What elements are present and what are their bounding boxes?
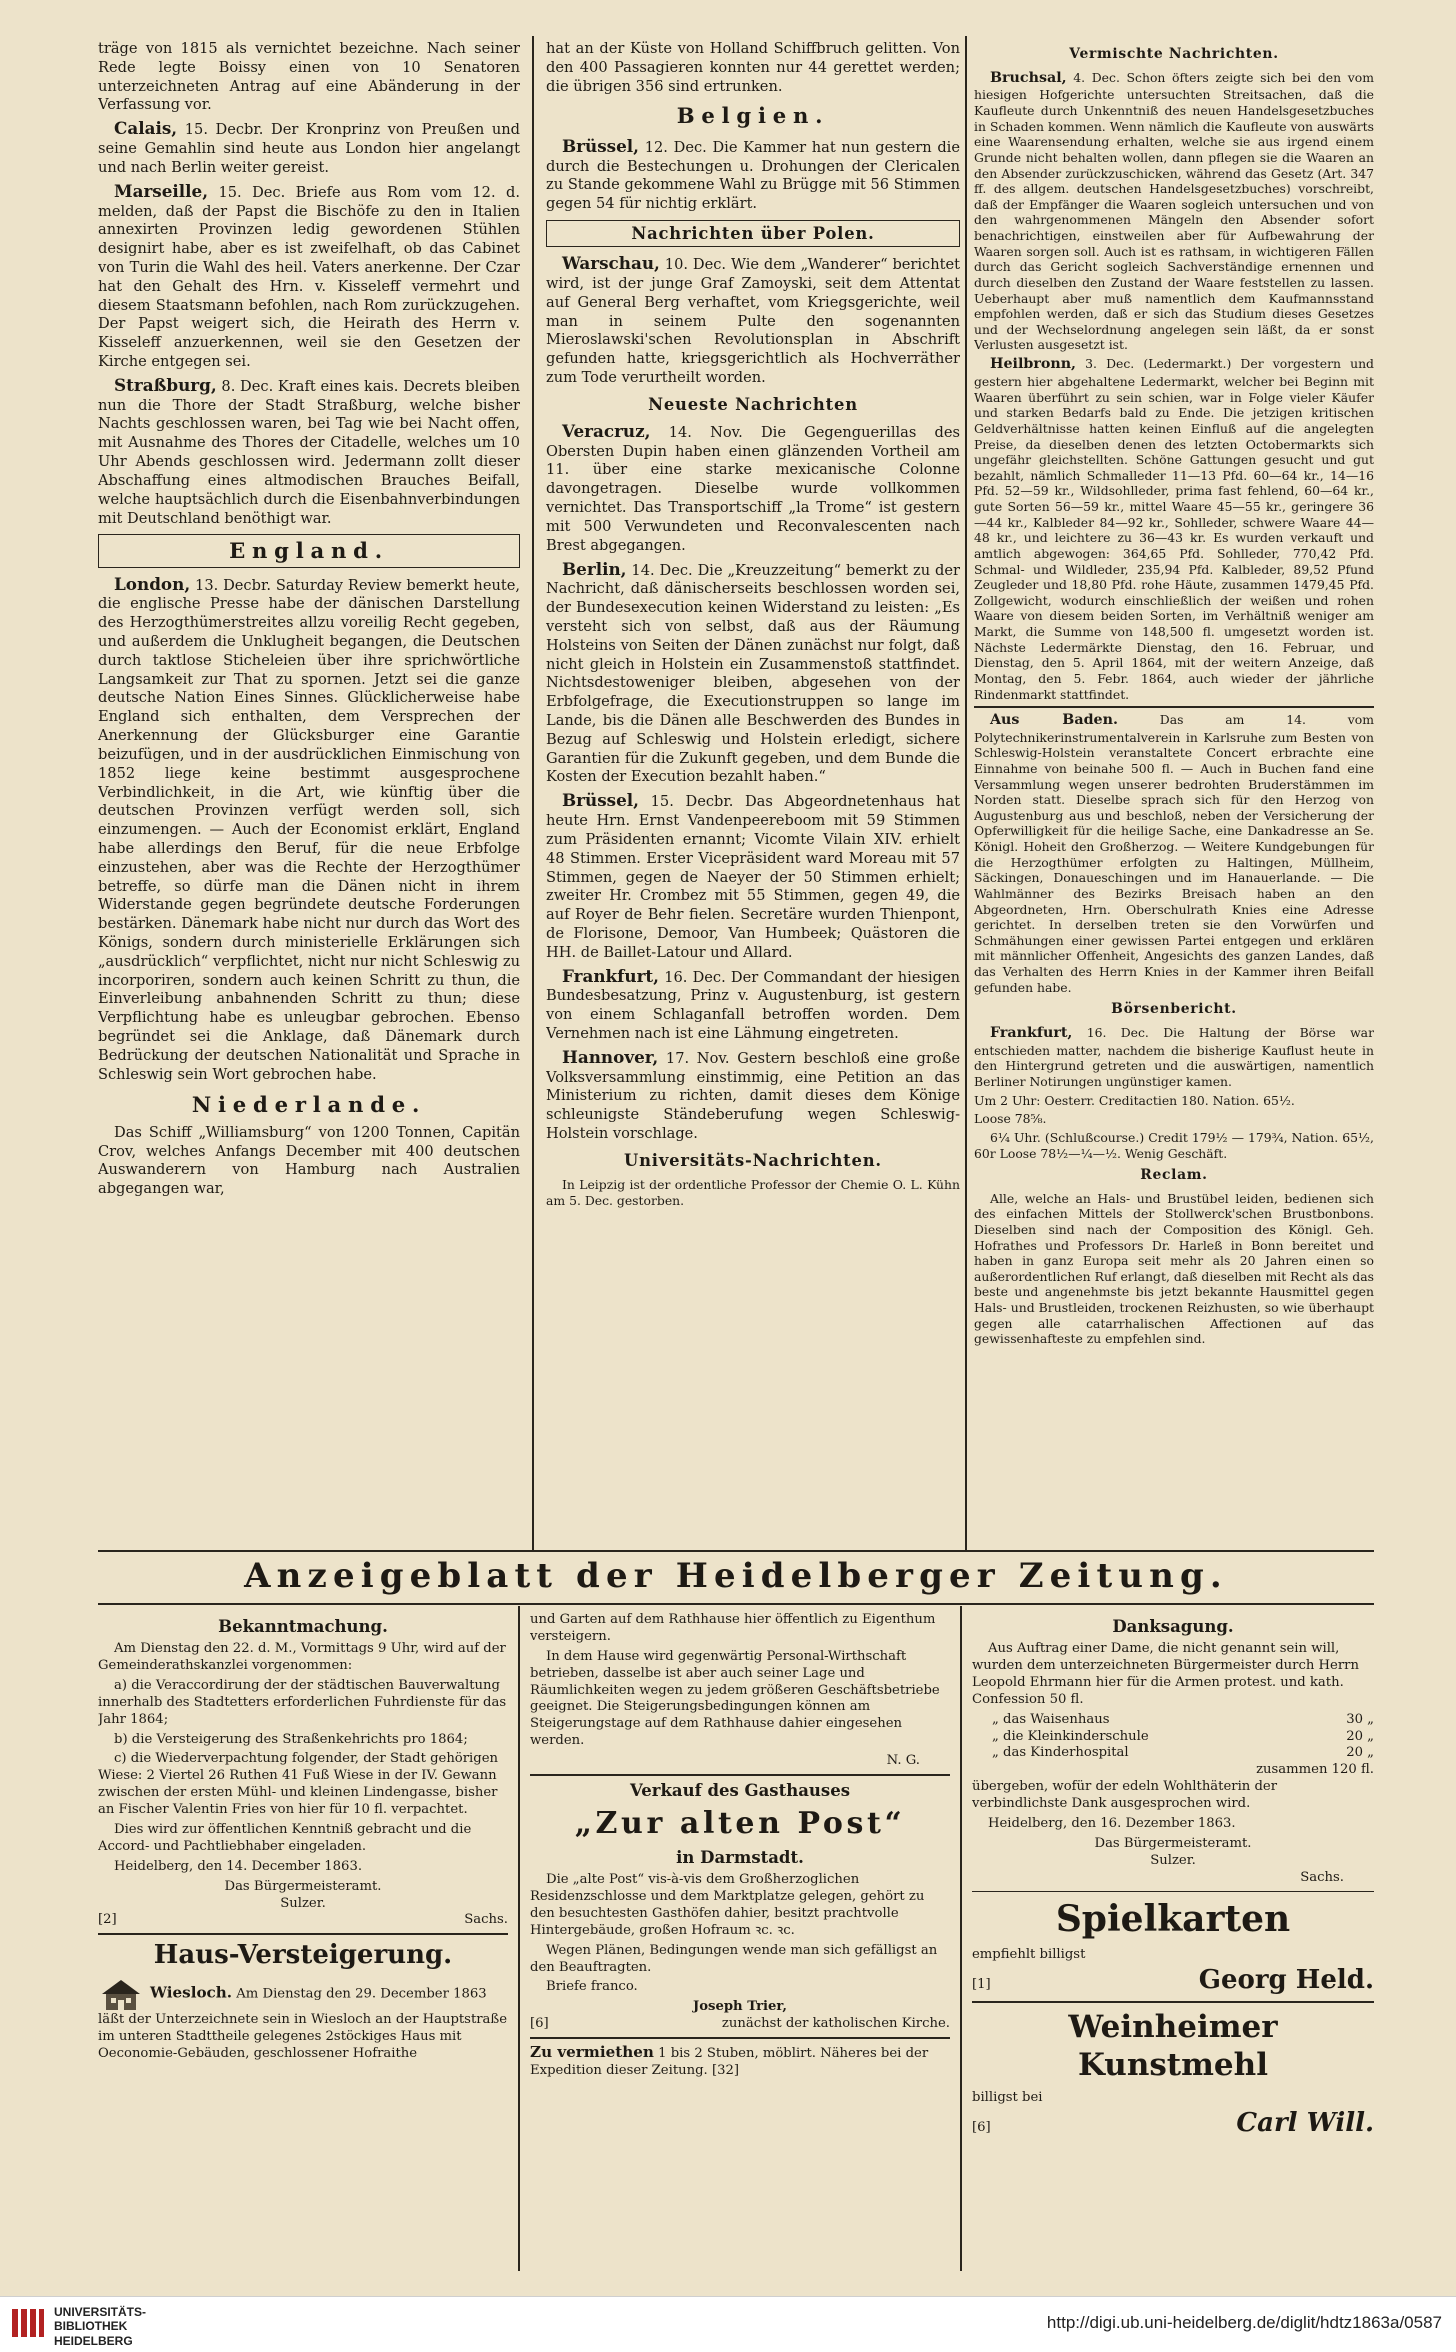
donation-row <box>972 1745 1374 1762</box>
article-text: 14. Nov. Die Gegenguerillas des Obersten Dupin haben einen glänzenden Vortheil am 11. über eine starke mexicanische Colonne davongetragen. Dieselbe wurde vollkommen vernichtet. Das Transportschiff „la Trome“ ist gestern mit 500 Verwundeten und Reconvalescenten nach Brest abgegangen. <box>546 423 960 554</box>
ad-column-rule <box>518 1606 520 2271</box>
article <box>546 253 960 388</box>
house-icon <box>98 1976 144 2012</box>
ad-text: Aus Auftrag einer Dame, die nicht genannt sein will, wurden dem unterzeichneten Bürgermeister durch Herrn Leopold Ehrmann hier für die Armen protest. und kath. Confession 50 fl. <box>972 1641 1359 1707</box>
ad-subtitle: in Darmstadt. <box>676 1848 804 1868</box>
logo-line: UNIVERSITÄTS- <box>54 2305 147 2319</box>
ad-subtitle: empfiehlt billigst <box>972 1947 1086 1963</box>
ad-title: Verkauf des Gasthauses <box>630 1780 850 1800</box>
dateline: Marseille, <box>114 180 209 201</box>
ad-signature: zunächst der katholischen Kirche. <box>721 2016 950 2032</box>
ad-title: Bekanntmachung. <box>218 1617 388 1636</box>
ad-text: Briefe franco. <box>546 1979 638 1995</box>
ad-text: In dem Hause wird gegenwärtig Personal-Wirthschaft betrieben, dasselbe ist aber auch seiner Lage und Räumlichkeiten wegen zu jedem größeren Geschäftsbetriebe geeignet. Die Steigerungsbedingungen können am Steigerungstage auf dem Rathhause dahier eingesehen werden. <box>530 1648 940 1749</box>
donation-total: zusammen 120 fl. <box>1256 1762 1374 1778</box>
article-text: 12. Dec. Die Kammer hat nun gestern die durch die Bestechungen u. Drohungen der Clericalen zu Stande gekommene Wahl zu Brügge mit 56 Stimmen gegen 54 für nichtig erklärt. <box>546 138 960 213</box>
ad-headline: Weinheimer Kunstmehl <box>1068 2009 1278 2083</box>
dateline: Bruchsal, <box>990 69 1067 86</box>
article <box>546 559 960 788</box>
dateline: Wiesloch. <box>150 1983 233 2002</box>
ad-headline: Spielkarten <box>1055 1898 1291 1941</box>
ad-text: Am Dienstag den 29. December 1863 läßt der Unterzeichnete sein in Wiesloch an der Hauptstraße im unteren Stadttheile gelegenes 2stöckiges Haus mit Oeconomie-Gebäuden, geschlossener Hofraithe <box>98 1986 508 2061</box>
ad-merchant: Carl Will. <box>1236 2107 1374 2138</box>
ad-column-1 <box>98 1612 508 2262</box>
ad-text: Die „alte Post“ vis-à-vis dem Großherzoglichen Residenzschlosse und dem Marktplatze gelegen, gehört zu den besuchtesten Gasthöfen dahier, besitzt prachtvolle Hintergebäude, großen Hofraum ꝛc. ꝛc. <box>530 1872 925 1938</box>
ad-text: Dies wird zur öffentlichen Kenntniß gebracht und die Accord- und Pachtliebhaber eingeladen. <box>98 1822 472 1854</box>
dateline: Berlin, <box>562 558 627 579</box>
ad-footer-row <box>972 1964 1374 1997</box>
article <box>98 118 520 177</box>
article-text: 17. Nov. Gestern beschloß eine große Volksversammlung einstimmig, eine Petition an das Ministerium zu richten, damit dieses dem Könige schleunigste Ständeberufung wegen Schleswig-Holstein vorschlage. <box>546 1049 960 1143</box>
quote-line: 6¼ Uhr. (Schlußcourse.) Credit 179½ — 179¾, Nation. 65½, 60r Loose 78½—¼—½. Wenig Geschäft. <box>974 1129 1374 1161</box>
ad-column-rule <box>960 1606 962 2271</box>
dateline: Brüssel, <box>562 135 640 156</box>
dateline: London, <box>114 573 191 594</box>
article-text: 10. Dec. Wie dem „Wanderer“ berichtet wird, ist der junge Graf Zamoyski, seit dem Attentat auf General Berg verhaftet, vom Kriegsgerichte, weil man in seinem Pulte den sogenannten Mieroslawski'schen Revolutionsplan in Abschrift gefunden hatte, kriegsgerichtlich als Hochverräther zum Tode verurtheilt worden. <box>546 256 960 386</box>
section-heading: Niederlande. <box>191 1091 427 1117</box>
section-heading: Neueste Nachrichten <box>648 394 858 414</box>
article-text: Das Schiff „Williamsburg“ von 1200 Tonnen, Capitän Crov, welches Anfangs December mit 400 deutschen Auswanderern von Hamburg nach Australien abgegangen war, <box>98 1123 520 1198</box>
rule <box>974 706 1374 708</box>
ad-column-2 <box>530 1612 950 2262</box>
article <box>546 790 960 962</box>
article <box>546 1047 960 1144</box>
dateline: Frankfurt, <box>562 965 660 986</box>
article <box>98 181 520 372</box>
logo-line: BIBLIOTHEK <box>54 2319 128 2334</box>
ad-text: a) die Veraccordirung der der städtischen Bauverwaltung innerhalb des Stadtetters erforderlichen Fuhrdienste für das Jahr 1864; <box>98 1677 507 1727</box>
ad-text: und Garten auf dem Rathhause hier öffentlich zu Eigenthum versteigern. <box>530 1612 936 1644</box>
ad-signature: Sachs. <box>464 1912 508 1928</box>
section-heading: Universitäts-Nachrichten. <box>624 1150 882 1170</box>
ad-signature: Sulzer. <box>280 1895 326 1911</box>
article <box>974 70 1374 354</box>
ad-office: Das Bürgermeisteramt. <box>1094 1835 1252 1851</box>
ad-date: Heidelberg, den 14. December 1863. <box>114 1858 363 1874</box>
viewer-footer <box>0 2296 1456 2352</box>
article-text: hat an der Küste von Holland Schiffbruch gelitten. Von den 400 Passagieren konnten nur 44 gerettet werden; die übrigen 356 sind ertrunken. <box>546 40 960 95</box>
article-text: 13. Decbr. Saturday Review bemerkt heute, die englische Presse habe der dänischen Darstellung des Herzogthümerstreites allzu voreilig Recht gegeben, und außerdem die Unklugheit begangen, die Deutschen durch taktlose Sticheleien über ihre sprichwörtliche Langsamkeit zur That zu spornen. Jetzt sei die ganze deutsche Nation Eines Sinnes. Glücklicherweise habe England sich enthalten, dem Versprechen der Anerkennung der Glücksburger eine Garantie beizufügen, und in der ausdrücklichen Einmischung von 1852 liege keine bestimmt ausgesprochene Verbindlichkeit, in die Art, wie künftig über die deutschen Provinzen verfügt werden soll, sich einzumengen. — Auch der Economist erklärt, England habe allerdings den Beruf, für die neue Erbfolge einzustehen, aber was die Rechte der Herzogthümer betreffe, so dürfe man die Dänen nicht in ihrem Widerstande gegen begründete deutsche Forderungen bestärken. Dänemark habe nicht nur durch das Wort des Königs, sondern durch ministerielle Erklärungen sich „ausdrücklich“ verpflichtet, nicht nur nicht Schleswig zu incorporiren, sondern auch keinen Schritt zu thun, die Einverleibung anbahnenden Schritt zu thun; diese Verpflichtung habe es unleugbar gebrochen. Ebenso begründet sei die Anklage, daß Dänemark durch Bedrückung der deutschen Nationalität und Sprache in Schleswig sein Wort gebrochen habe. <box>98 576 520 1083</box>
section-rule <box>98 1603 1374 1605</box>
ad-date: Heidelberg, den 16. Dezember 1863. <box>988 1816 1236 1832</box>
ad-text: übergeben, wofür der edeln Wohlthäterin der verbindlichste Dank ausgesprochen wird. <box>972 1779 1278 1812</box>
ad-text: Wegen Plänen, Bedingungen wende man sich gefälligst an den Beauftragten. <box>530 1942 938 1975</box>
ad-footer-row <box>972 2107 1374 2140</box>
ad-title: Haus-Versteigerung. <box>153 1939 453 1970</box>
article-text: 16. Dec. Die Haltung der Börse war entschieden matter, nachdem die bisherige Kauflust heute in den Hintergrund getreten und die auswärtigen, namentlich Berliner Notirungen ungünstiger kamen. <box>974 1024 1374 1089</box>
donation-value: 20 „ <box>1346 1745 1374 1761</box>
article <box>546 421 960 556</box>
article-text: Alle, welche an Hals- und Brustübel leiden, bedienen sich des einfachen Mittels der Stollwerck'schen Brustbonbons. Dieselben sind nach der Composition des Königl. Geh. Hofrathes und Professors Dr. Harleß in Bonn bereitet und haben in ganz Europa seit mehr als 20 Jahren einen so außerordentlichen Ruf erlangt, daß dieselben mit Recht als das beste und angenehmste bis jetzt bekannte Hausmittel gegen Hals- und Brustleiden, trockenen Reizhusten, so wie überhaupt gegen alle catarrhalischen Affectionen auf das gewissenhafteste zu empfehlen sind. <box>974 1190 1374 1347</box>
donation-value: 20 „ <box>1346 1728 1374 1744</box>
article-text: 15. Dec. Briefe aus Rom vom 12. d. melden, daß der Papst die Bischöfe zu den in Italien annexirten Provinzen ledig gewordenen Stühlen designirt habe, aber es ist zweifelhaft, ob das Cabinet von Turin die Wahl des heil. Vaters anerkenne. Der Czar hat den Gehalt des Hrn. v. Kisseleff vermehrt und diesem Staatsmann befohlen, nach Rom zurückzugehen. Der Papst weigert sich, die Heirath des Herrn v. Kisseleff anzuerkennen, weil sie den Gesetzen der Kirche entgegen sei. <box>98 183 520 370</box>
section-heading: Vermischte Nachrichten. <box>1069 46 1279 62</box>
article-text: In Leipzig ist der ordentliche Professor der Chemie O. L. Kühn am 5. Dec. gestorben. <box>546 1177 960 1209</box>
rule <box>530 2037 950 2039</box>
section-heading: England. <box>98 534 520 567</box>
ad-signature: Joseph Trier, <box>692 1999 788 2015</box>
dateline: Warschau, <box>562 253 660 274</box>
ad-signature: Sulzer. <box>1150 1852 1196 1868</box>
ad-text: c) die Wiederverpachtung folgender, der Stadt gehörigen Wiese: 2 Viertel 26 Ruthen 41 Fuß Wiese in der IV. Gewann zwischen der ersten Mühl- und kleinen Lindengasse, bisher an Fischer Valentin Fries von hier für 10 fl. verpachtet. <box>98 1751 499 1818</box>
ad-headline: „Zur alten Post“ <box>574 1805 906 1841</box>
article-text: 15. Decbr. Das Abgeordnetenhaus hat heute Hrn. Ernst Vandenpeereboom mit 59 Stimmen zum Präsidenten ernannt; Vicomte Vilain XIV. erhielt 48 Stimmen. Erster Vicepräsident ward Moreau mit 57 Stimmen, gegen de Naeyer der 50 Stimmen erhielt; zweiter Hr. Crombez mit 55 Stimmen, gegen 49, die auf Royer de Behr fielen. Secretäre wurden Thienpont, de Florisone, Demoor, Van Humbeek; Quästoren die HH. de Baillet-Latour und Allard. <box>546 793 960 961</box>
ad-text-block <box>98 1976 508 2063</box>
dateline: Frankfurt, <box>990 1024 1073 1041</box>
ad-merchant: Georg Held. <box>1198 1965 1374 1996</box>
ad-footer-row <box>530 2016 950 2033</box>
donation-label: „ die Kleinkinderschule <box>992 1728 1149 1744</box>
page-url-link[interactable]: http://digi.ub.uni-heidelberg.de/diglit/hdtz1863a/0587 <box>1046 2313 1442 2332</box>
article <box>546 136 960 214</box>
donation-row <box>972 1729 1374 1746</box>
ad-number: [1] <box>972 1977 991 1993</box>
dateline: Brüssel, <box>562 790 640 811</box>
column-rule <box>965 36 967 1551</box>
dateline: Straßburg, <box>114 374 217 395</box>
article-text: 16. Dec. Der Commandant der hiesigen Bundesbesatzung, Prinz v. Augustenburg, ist gestern von einem Schlaganfall betroffen worden. Dem Vernehmen nach ist eine Lähmung eingetreten. <box>546 968 960 1043</box>
ad-text: b) die Versteigerung des Straßenkehrichts pro 1864; <box>114 1731 468 1747</box>
article-text: 14. Dec. Die „Kreuzzeitung“ bemerkt zu der Nachricht, daß dänischerseits beschlossen worden sei, der Bundesexecution keinen Widerstand zu leisten: „Es versteht sich von selbst, daß aus der Räumung Holsteins von Seiten der Dänen zunächst nur folgt, daß nicht gleich in Holstein ein Zusammenstoß stattfindet. Nichtsdestoweniger bleiben, abgesehen von der Erbfolgefrage, die Executionstruppen so lange im Lande, bis die Dänen alle Beschwerden des Bundes in Bezug auf Schleswig und Holstein erledigt, sichere Garantien für die Zukunft gegeben, und dem Bunde die Kosten der Execution bezahlt haben.“ <box>546 561 960 786</box>
ad-section-title: Anzeigeblatt der Heidelberger Zeitung. <box>244 1556 1228 1596</box>
ad-signature: Sachs. <box>1300 1869 1344 1885</box>
article-text: träge von 1815 als vernichtet bezeichne. Nach seiner Rede legte Boissy einen von 10 Senatoren unterzeichneten Antrag auf eine Abänderung in der Verfassung vor. <box>98 40 520 114</box>
rule <box>972 2001 1374 2003</box>
ad-footer-row <box>98 1912 508 1929</box>
ad-number: [6] <box>530 2016 549 2032</box>
ad-office: Das Bürgermeisteramt. <box>224 1878 382 1894</box>
ad-subtitle: billigst bei <box>972 2089 1043 2105</box>
ad-text-block <box>530 2043 950 2080</box>
rule <box>530 1774 950 1776</box>
donation-row <box>972 1712 1374 1729</box>
section-rule <box>98 1550 1374 1552</box>
donation-label: „ das Waisenhaus <box>992 1711 1110 1727</box>
section-heading: Reclam. <box>1140 1167 1208 1184</box>
dateline: Hannover, <box>562 1046 659 1067</box>
ad-signature: N. G. <box>886 1753 920 1769</box>
ad-text: Am Dienstag den 22. d. M., Vormittags 9 Uhr, wird auf der Gemeinderathskanzlei vorgenommen: <box>98 1641 506 1673</box>
rule <box>972 1891 1374 1893</box>
dateline: Aus Baden. <box>990 711 1118 728</box>
article-text: Das am 14. vom Polytechnikerinstrumentalverein in Karlsruhe zum Besten von Schleswig-Holstein veranstaltete Concert erbrachte eine Einnahme von beinahe 500 fl. — Auch in Buchen fand eine Versammlung wegen unserer bedrohten Bruderstämmen im Norden statt. Dieselbe sprach sich für den Herzog von Augustenburg aus und beschloß, neben der Versicherung der Opferwilligkeit für die heilige Sache, eine Dankadresse an Se. Königl. Hoheit den Großherzog. — Weitere Kundgebungen für die Herzogthümer erfolgten zu Haltingen, Müllheim, Säckingen, Donaueschingen und im Hanauerlande. — Die Wahlmänner des Bezirks Breisach haben an den Abgeordneten, Hrn. Oberschulrath Knies eine Adresse gerichtet. In derselben treten sie den Vorwürfen und Schmähungen einer gewissen Partei entgegen und erklären mit männlicher Offenheit, Angesichts des ganzen Landes, daß das Verhalten des Herrn Knies in der Kammer ihren Beifall gefunden habe. <box>974 711 1374 995</box>
ad-column-3 <box>972 1612 1374 2262</box>
library-logo-icon <box>10 2305 46 2341</box>
ad-number: [32] <box>711 2062 740 2078</box>
quote-line: Um 2 Uhr: Oesterr. Creditactien 180. Nation. 65½. <box>974 1092 1295 1108</box>
library-logo-text <box>54 2305 146 2348</box>
donation-label: „ das Kinderhospital <box>992 1745 1129 1761</box>
column-1 <box>98 40 520 1550</box>
column-2 <box>546 40 960 1550</box>
section-heading: Nachrichten über Polen. <box>546 220 960 247</box>
donation-value: 30 „ <box>1346 1711 1374 1727</box>
rule <box>98 1933 508 1935</box>
quote-line: Loose 78⅝. <box>974 1111 1047 1127</box>
article-text: 3. Dec. (Ledermarkt.) Der vorgestern und gestern hier abgehaltene Ledermarkt, welcher bei Beginn mit Waaren überführt zu sein schien, war in Folge vieler Käufer und starken Bedarfs bald zu Ende. Die jetzigen kritischen Geldverhältnisse hatten keinen Einfluß auf die angelegten Preise, da dieselben denen des letzten Octobermarkts sich ungefähr gleichstellten. Schöne Gattungen gesucht und gut bezahlt, nämlich Schmalleder 11—13 Pfd. 60—64 kr., 14—16 Pfd. 52—59 kr., Wildsohlleder, prima fast fehlend, 60—64 kr., gute Sorten 56—59 kr., mittel Waare 45—55 kr., geringere 36—44 kr., Kalbleder 84—92 kr., Sohlleder, schwere Waare 44—48 kr., und leichtere zu 36—43 kr. Es wurden verkauft und amtlich abgewogen: 364,65 Pfd. Sohlleder, 770,42 Pfd. Schmal- und Wildleder, 235,94 Pfd. Kalbleder, 89,52 Pfund Zeugleder und 18,80 Pfd. rohe Häute, zusammen 1479,45 Pfd. Zollgewicht, wodurch einschließlich der weißen und rohen Waare von diesem beiden Sorten, im Verhältniß weniger am Markt, die Summe von 148,500 fl. umgesetzt worden ist. Nächste Ledermärkte Dienstag, den 16. Februar, und Dienstag, den 5. April 1864, mit der weitern Anzeige, daß Montag, den 5. Febr. 1864, auch wieder der jährliche Rindenmarkt stattfindet. <box>974 356 1374 702</box>
ad-title: Danksagung. <box>1112 1617 1234 1636</box>
ad-keyword: Zu vermiethen <box>530 2042 654 2061</box>
article <box>974 712 1374 996</box>
article-text: 4. Dec. Schon öfters zeigte sich bei den vom hiesigen Hofgerichte untersuchten Streitsachen, daß die Kaufleute durch Unkenntniß des neuen Handelsgesetzbuches in Schaden kommen. Wenn nämlich die Kaufleute von auswärts eine Waarensendung erhalten, welche sie aus irgend einem Grunde nicht behalten wollen, dann pflegen sie die Waaren an den Absender zurückzuschicken, während das Gesetz (Art. 347 ff. des allgem. deutschen Handelsgesetzbuches) vorschreibt, daß der Empfänger die Waaren sogleich untersuchen und von den wahrgenommenen Mängeln den Absender sofort benachrichtigen, einstweilen aber für Aufbewahrung der Waaren sorgen soll. Auch ist es rathsam, in wichtigeren Fällen durch das Gericht sogleich Sachverständige ernennen und durch dieselben den Zustand der Waare feststellen zu lassen. Ueberhaupt aber muß namentlich dem Kaufmannsstand empfohlen werden, daß er sich das Studium dieses Gesetzes und der Wechselordnung angelegen sein läßt, da er sonst Verlusten ausgesetzt ist. <box>974 69 1374 353</box>
section-heading: Belgien. <box>676 103 830 129</box>
column-rule <box>532 36 534 1551</box>
article <box>98 574 520 1085</box>
dateline: Veracruz, <box>562 420 651 441</box>
article-text: 8. Dec. Kraft eines kais. Decrets bleiben nun die Thore der Stadt Straßburg, welche bisher Nachts geschlossen waren, bei Tag wie bei Nacht offen, mit Ausnahme des Thores der Citadelle, welches um 10 Uhr Abends geschlossen wird. Jedermann zollt dieser Abschaffung eines altmodischen Brauches Beifall, welche hauptsächlich durch die Eisenbahnverbindungen mit Deutschland benöthigt war. <box>98 377 520 527</box>
dateline: Calais, <box>114 118 178 139</box>
article <box>974 356 1374 702</box>
article <box>974 1025 1374 1090</box>
ad-number: [6] <box>972 2119 991 2135</box>
article <box>98 375 520 529</box>
article-text: 15. Decbr. Der Kronprinz von Preußen und seine Gemahlin sind heute aus London hier angelangt und nach Berlin weiter gereist. <box>98 121 520 176</box>
article <box>546 966 960 1044</box>
column-3 <box>974 40 1374 1550</box>
ad-number: [2] <box>98 1912 117 1928</box>
section-heading: Börsenbericht. <box>1111 1001 1237 1018</box>
logo-line: HEIDELBERG <box>54 2333 133 2348</box>
ad-text: 1 bis 2 Stuben, möblirt. Näheres bei der Expedition dieser Zeitung. <box>530 2045 929 2078</box>
dateline: Heilbronn, <box>990 356 1077 373</box>
